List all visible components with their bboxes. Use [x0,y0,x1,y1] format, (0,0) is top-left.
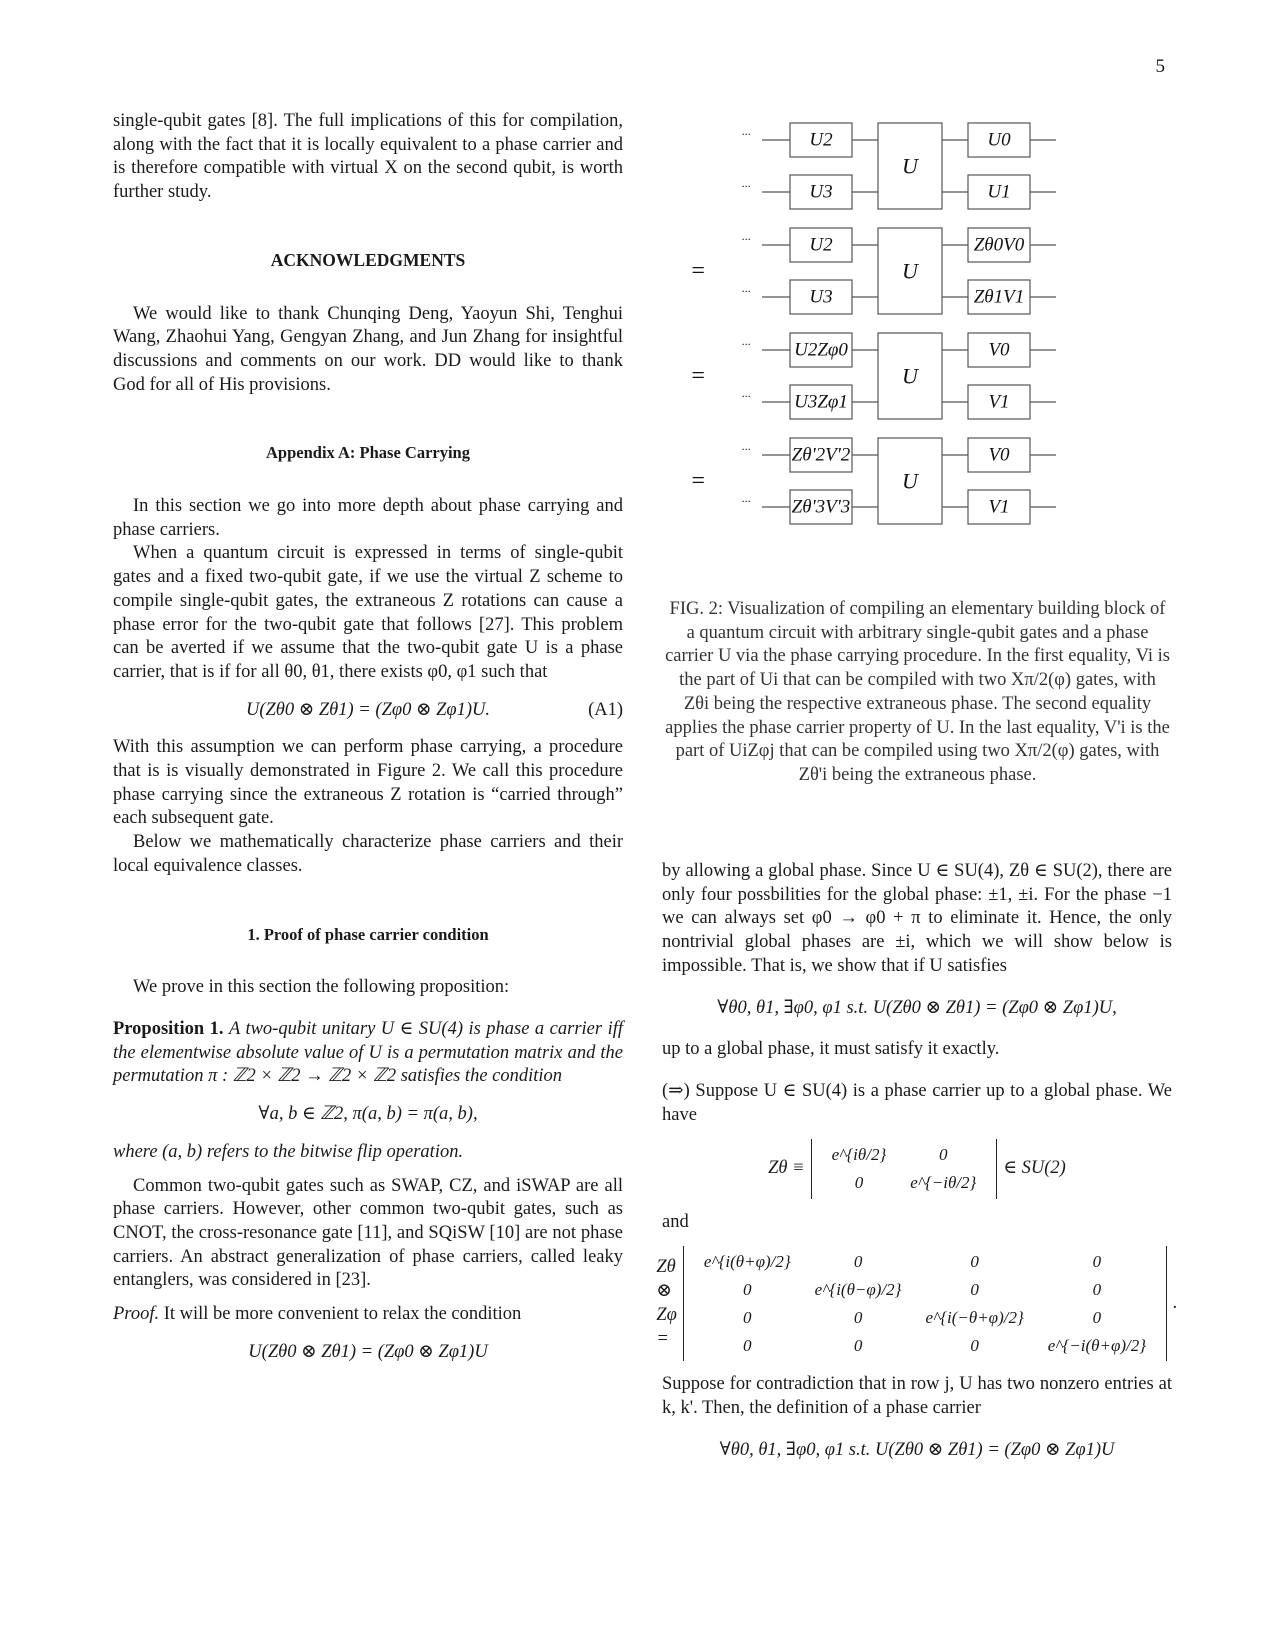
proposition-where: where (a, b) refers to the bitwise flip operation. [113,1141,464,1162]
z-def-lhs: Zθ ≡ [768,1158,805,1179]
z-matrix-cell: e^{iθ/2} [831,1145,887,1165]
gate-label: Zθ'2V'2 [791,444,851,466]
z-matrix-cell: 0 [939,1145,948,1165]
ellipsis: ··· [741,179,751,193]
final-equation: ∀θ0, θ1, ∃φ0, φ1 s.t. U(Zθ0 ⊗ Zθ1) = (Zφ0 ⊗ Zφ1)U [719,1439,1115,1460]
acknowledgments-text: We would like to thank Chunqing Deng, Yaoyun Shi, Tenghui Wang, Zhaohui Yang, Gengyan Zhang, and Jun Zhang for insightful discussions and comments on our work. DD would like to thank God for all of His provisions. [113,303,623,395]
two-qubit-gate-label: U [902,363,918,389]
ellipsis: ··· [741,337,751,351]
tensor-matrix-cell: 0 [970,1252,979,1272]
exactly-text: up to a global phase, it must satisfy it exactly. [662,1039,1000,1060]
proof-paragraph [113,1303,623,1327]
equation-a1-label: (A1) [588,699,623,720]
ellipsis: ··· [741,127,751,141]
tensor-matrix-cell: 0 [853,1335,863,1355]
tensor-matrix-cell: 0 [970,1280,979,1300]
gate-label: U3Zφ1 [794,391,848,413]
proof-equation: U(Zθ0 ⊗ Zθ1) = (Zφ0 ⊗ Zφ1)U [248,1341,488,1362]
two-qubit-gate-label: U [902,258,918,284]
ellipsis: ··· [741,232,751,246]
tensor-matrix-cell: 0 [853,1252,863,1272]
tensor-matrix-cell: 0 [743,1307,752,1327]
z-definition [662,1139,1172,1198]
tensor-matrix [683,1246,1167,1361]
gate-label: Zθ1V1 [973,286,1025,308]
equals-sign: = [689,363,707,389]
tensor-matrix-cell: 0 [1092,1280,1102,1300]
gate-label: U3 [809,181,833,203]
proof-heading: Proof. [113,1304,160,1325]
contradiction-text: Suppose for contradiction that in row j, U has two nonzero entries at k, k'. Then, the definition of a phase carrier [662,1374,1172,1418]
z-matrix [811,1139,998,1198]
condition-equation: ∀θ0, θ1, ∃φ0, φ1 s.t. U(Zθ0 ⊗ Zθ1) = (Zφ0 ⊗ Zφ1)U, [717,997,1117,1018]
proposition-heading: Proposition 1. [113,1018,224,1039]
common-gates-text: Common two-qubit gates such as SWAP, CZ, and iSWAP are all phase carriers. However, other common two-qubit gates, such as CNOT, the cross-resonance gate [11], and SQiSW [10] are not phase carriers. An abstract generalization of phase carriers, called leaky entanglers, was considered in [23]. [113,1175,623,1291]
equals-sign: = [689,468,707,494]
intro-paragraph: single-qubit gates [8]. The full implications of this for compilation, along with the fact that it is locally equivalent to a phase carrier and is therefore compatible with virtual X on the second qubit, is worth further study. [113,111,623,203]
suppose-text: (⇒) Suppose U ∈ SU(4) is a phase carrier up to a global phase. We have [662,1080,1172,1125]
tensor-definition [656,1246,1178,1361]
tensor-matrix-cell: e^{i(−θ+φ)/2} [925,1307,1024,1327]
two-qubit-gate-label: U [902,468,918,494]
z-matrix-cell: e^{−iθ/2} [910,1173,977,1193]
tensor-matrix-cell: 0 [970,1335,979,1355]
tensor-matrix-cell: 0 [853,1307,863,1327]
appendix-heading: Appendix A: Phase Carrying [266,443,470,463]
circuit-diagram [662,110,1172,540]
tensor-matrix-cell: 0 [1092,1252,1102,1272]
proposition-text: A two-qubit unitary U ∈ SU(4) is phase a carrier iff the elementwise absolute value of U is a permutation matrix and the permutation π : ℤ2 × ℤ2 → ℤ2 × ℤ2 satisfies the condition [113,1018,623,1087]
tensor-matrix-cell: e^{−i(θ+φ)/2} [1047,1335,1147,1355]
right-column [656,860,1178,1480]
gate-label: U2Zφ0 [794,339,848,361]
proof-text: It will be more convenient to relax the condition [163,1304,522,1325]
gate-label: U2 [809,234,833,256]
equation-a1-body: U(Zθ0 ⊗ Zθ1) = (Zφ0 ⊗ Zφ1)U. [245,699,491,720]
and-text: and [662,1211,689,1232]
tensor-matrix-cell: e^{i(θ+φ)/2} [703,1252,791,1272]
gate-label: U1 [987,181,1011,203]
gate-label: V0 [988,444,1010,466]
page-number: 5 [1155,56,1165,77]
tensor-matrix-cell: 0 [743,1335,752,1355]
ellipsis: ··· [741,494,751,508]
figure-caption: FIG. 2: Visualization of compiling an elementary building block of a quantum circuit with arbitrary single-qubit gates and a phase carrier U via the phase carrying procedure. In the first equality, Vi is the part of Ui that can be compiled with two Xπ/2(φ) gates, with Zθi being the respective extraneous phase. The second equality applies the phase carrier property of U. In the last equality, V'i is the part of UiZφj that can be compiled using two Xπ/2(φ) gates, with Zθ'i being the extraneous phase. [665,599,1170,785]
acknowledgments-heading: ACKNOWLEDGMENTS [270,249,466,270]
gate-label: V1 [988,496,1010,518]
proposition-equation: ∀a, b ∈ ℤ2, π(a, b) = π(a, b), [258,1104,478,1125]
appendix-paragraph-4: Below we mathematically characterize phase carriers and their local equivalence classes. [113,832,623,876]
appendix-paragraph-1: In this section we go into more depth about phase carrying and phase carriers. [113,496,623,540]
gate-label: U2 [809,129,833,151]
subsection-heading: 1. Proof of phase carrier condition [247,924,489,944]
tensor-end: . [1173,1292,1178,1313]
global-phase-text: by allowing a global phase. Since U ∈ SU(4), Zθ ∈ SU(2), there are only four possbilities for the global phase: ±1, ±i. For the phase −1 we can always set φ0 → φ0 + π to eliminate it. Hence, the only nontrivial global phases are ±i, which we will show below is impossible. That is, we show that if U satisfies [662,861,1172,976]
gate-label: V0 [988,339,1010,361]
ellipsis: ··· [741,442,751,456]
tensor-lhs: Zθ ⊗ Zφ = [656,1257,677,1349]
ellipsis: ··· [741,389,751,403]
gate-label: V1 [988,391,1010,413]
z-def-rhs: ∈ SU(2) [1003,1158,1066,1179]
z-matrix-cell: 0 [854,1173,864,1193]
tensor-matrix-cell: 0 [1092,1307,1102,1327]
proposition [113,1018,623,1089]
equals-sign: = [689,258,707,284]
gate-label: U0 [987,129,1011,151]
gate-label: Zθ0V0 [973,234,1025,256]
appendix-paragraph-3: With this assumption we can perform phase carrying, a procedure that is is visually demonstrated in Figure 2. We call this procedure phase carrying since the extraneous Z rotation is “carried through” each subsequent gate. [113,737,623,829]
appendix-paragraph-2: When a quantum circuit is expressed in terms of single-qubit gates and a fixed two-qubit gate, if we use the virtual Z scheme to compile single-qubit gates, the extraneous Z rotations can cause a phase error for the two-qubit gate that follows [27]. This problem can be averted if we assume that the two-qubit gate U is a phase carrier, that is if for all θ0, θ1, there exists φ0, φ1 such that [113,543,623,682]
proof-intro: We prove in this section the following proposition: [133,977,510,998]
gate-label: Zθ'3V'3 [791,496,851,518]
equation-a1 [113,699,623,723]
figure-2 [662,110,1172,540]
two-qubit-gate-label: U [902,153,918,179]
left-column [113,110,623,1378]
tensor-matrix-cell: 0 [743,1280,752,1300]
gate-label: U3 [809,286,833,308]
ellipsis: ··· [741,284,751,298]
tensor-matrix-cell: e^{i(θ−φ)/2} [814,1280,902,1300]
